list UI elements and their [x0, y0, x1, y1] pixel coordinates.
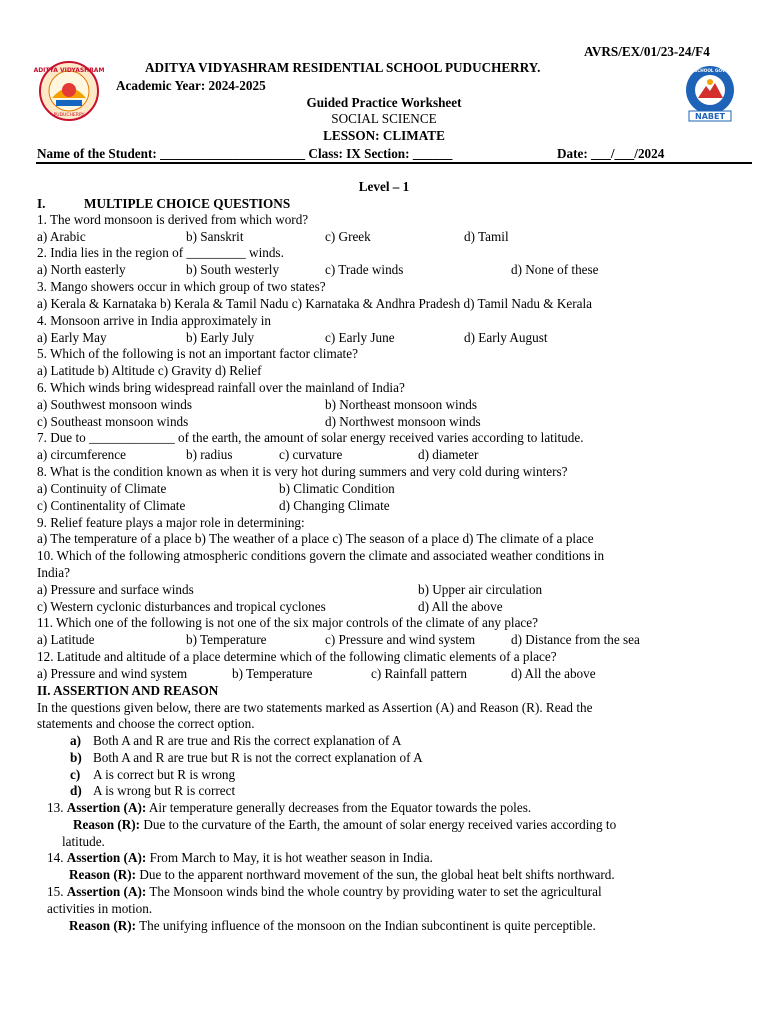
ar-option-d: A is wrong but R is correct — [93, 783, 236, 798]
q1-option-d: d) Tamil — [464, 229, 509, 244]
question-8: 8. What is the condition known as when it is very hot during summers and very cold during winters? — [37, 464, 568, 479]
q15-number: 15. — [47, 884, 67, 899]
q7-option-c: c) curvature — [279, 447, 343, 462]
header-divider — [36, 162, 752, 164]
ar-option-d-label: d) — [70, 783, 82, 798]
q11-option-d: d) Distance from the sea — [511, 632, 640, 647]
q10-option-b: b) Upper air circulation — [418, 582, 543, 597]
q3-options: a) Kerala & Karnataka b) Kerala & Tamil Nadu c) Karnataka & Andhra Pradesh d) Tamil Nadu & Kerala — [37, 296, 592, 311]
question-5: 5. Which of the following is not an important factor climate? — [37, 346, 358, 361]
q12-option-b: b) Temperature — [232, 666, 313, 681]
q14-number: 14. — [47, 850, 67, 865]
q14-assertion — [47, 850, 433, 866]
q13-reason-text: Due to the curvature of the Earth, the amount of solar energy received varies according to — [140, 817, 617, 832]
q2-option-c: c) Trade winds — [325, 262, 404, 277]
question-9: 9. Relief feature plays a major role in determining: — [37, 515, 305, 530]
student-info-line: Name of the Student: ______________________ Class: IX Section: ______ — [37, 146, 453, 161]
ar-option-b-label: b) — [70, 750, 82, 765]
question-3: 3. Mango showers occur in which group of two states? — [37, 279, 326, 294]
q6-option-c: c) Southeast monsoon winds — [37, 414, 189, 429]
level-heading: Level – 1 — [358, 179, 410, 194]
ar-option-a-label: a) — [70, 733, 81, 748]
ar-option-b: Both A and R are true but R is not the correct explanation of A — [93, 750, 423, 765]
q14-reason — [69, 867, 615, 883]
q11-option-a: a) Latitude — [37, 632, 95, 647]
ar-option-c: A is correct but R is wrong — [93, 767, 236, 782]
question-11: 11. Which one of the following is not one of the six major controls of the climate of any place? — [37, 615, 538, 630]
q2-option-a: a) North easterly — [37, 262, 126, 277]
q6-option-a: a) Southwest monsoon winds — [37, 397, 192, 412]
q1-option-a: a) Arabic — [37, 229, 86, 244]
question-10-cont: India? — [37, 565, 70, 580]
q12-option-a: a) Pressure and wind system — [37, 666, 188, 681]
ar-intro-line-2: statements and choose the correct option. — [37, 716, 255, 731]
reason-label: Reason (R): — [73, 817, 141, 832]
ar-intro-line-1: In the questions given below, there are two statements marked as Assertion (A) and Reason (R). Read the — [37, 700, 593, 715]
academic-year: Academic Year: 2024-2025 — [116, 78, 266, 93]
question-2: 2. India lies in the region of _________ winds. — [37, 245, 284, 260]
q8-option-c: c) Continentality of Climate — [37, 498, 186, 513]
ar-option-a: Both A and R are true and Ris the correct explanation of A — [93, 733, 402, 748]
question-1: 1. The word monsoon is derived from which word? — [37, 212, 309, 227]
subject: SOCIAL SCIENCE — [331, 111, 437, 126]
q14-reason-text: Due to the apparent northward movement of the sun, the global heat belt shifts northward. — [136, 867, 615, 882]
q6-option-b: b) Northeast monsoon winds — [325, 397, 478, 412]
question-4: 4. Monsoon arrive in India approximately in — [37, 313, 272, 328]
lesson — [0, 128, 768, 144]
q8-option-b: b) Climatic Condition — [279, 481, 395, 496]
section-roman: I. — [37, 196, 46, 211]
logo-right-bottom: NABET — [695, 112, 725, 121]
reason-label: Reason (R): — [69, 867, 137, 882]
question-10: 10. Which of the following atmospheric conditions govern the climate and associated weather conditions in — [37, 548, 605, 563]
q7-option-b: b) radius — [186, 447, 233, 462]
q2-option-d: d) None of these — [511, 262, 599, 277]
q15-reason — [69, 918, 596, 934]
reason-label: Reason (R): — [69, 918, 137, 933]
q7-option-d: d) diameter — [418, 447, 479, 462]
logo-right-top: QUALITY SCHOOL GOVERNANCE — [672, 68, 748, 73]
q13-reason — [73, 817, 616, 833]
q4-option-d: d) Early August — [464, 330, 548, 345]
assertion-label: Assertion (A): — [66, 884, 147, 899]
q10-option-a: a) Pressure and surface winds — [37, 582, 194, 597]
q13-assertion-text: Air temperature generally decreases from the Equator towards the poles. — [146, 800, 532, 815]
q14-assertion-text: From March to May, it is hot weather season in India. — [146, 850, 433, 865]
question-7: 7. Due to _____________ of the earth, the amount of solar energy received varies according to latitude. — [37, 430, 584, 445]
section-title-mcq: MULTIPLE CHOICE QUESTIONS — [84, 196, 291, 211]
lesson-title: : CLIMATE — [375, 128, 445, 143]
school-name: ADITYA VIDYASHRAM RESIDENTIAL SCHOOL PUDUCHERRY. — [145, 60, 541, 75]
q8-option-a: a) Continuity of Climate — [37, 481, 167, 496]
q9-options: a) The temperature of a place b) The weather of a place c) The season of a place d) The climate of a place — [37, 531, 594, 546]
q10-option-c: c) Western cyclonic disturbances and tropical cyclones — [37, 599, 326, 614]
q4-option-a: a) Early May — [37, 330, 107, 345]
q11-option-c: c) Pressure and wind system — [325, 632, 476, 647]
q13-number: 13. — [47, 800, 67, 815]
q10-option-d: d) All the above — [418, 599, 503, 614]
q13-reason-cont: latitude. — [62, 834, 105, 849]
q6-option-d: d) Northwest monsoon winds — [325, 414, 481, 429]
q1-option-c: c) Greek — [325, 229, 371, 244]
q15-reason-text: The unifying influence of the monsoon on the Indian subcontinent is quite perceptible. — [136, 918, 596, 933]
document-code: AVRS/EX/01/23-24/F4 — [584, 44, 710, 59]
logo-left-sub: PUDUCHERRY — [53, 113, 85, 118]
q12-option-c: c) Rainfall pattern — [371, 666, 467, 681]
section-title-assertion-reason: II. ASSERTION AND REASON — [37, 683, 219, 698]
q11-option-b: b) Temperature — [186, 632, 267, 647]
logo-left-text: ADITYA VIDYASHRAM — [33, 67, 105, 74]
q7-option-a: a) circumference — [37, 447, 126, 462]
q8-option-d: d) Changing Climate — [279, 498, 390, 513]
ar-option-c-label: c) — [70, 767, 81, 782]
q15-assertion-cont: activities in motion. — [47, 901, 153, 916]
worksheet-title: Guided Practice Worksheet — [306, 95, 462, 110]
q5-options: a) Latitude b) Altitude c) Gravity d) Relief — [37, 363, 262, 378]
question-6: 6. Which winds bring widespread rainfall over the mainland of India? — [37, 380, 405, 395]
q15-assertion-text: The Monsoon winds bind the whole country by providing water to set the agricultural — [146, 884, 602, 899]
q12-option-d: d) All the above — [511, 666, 596, 681]
lesson-label: LESSON — [323, 128, 376, 143]
q4-option-c: c) Early June — [325, 330, 395, 345]
q13-assertion — [47, 800, 531, 816]
q4-option-b: b) Early July — [186, 330, 255, 345]
q15-assertion — [47, 884, 602, 900]
date-line: Date: ___/___/2024 — [557, 146, 665, 161]
q1-option-b: b) Sanskrit — [186, 229, 244, 244]
q2-option-b: b) South westerly — [186, 262, 280, 277]
question-12: 12. Latitude and altitude of a place determine which of the following climatic elements of a place? — [37, 649, 557, 664]
assertion-label: Assertion (A): — [66, 800, 147, 815]
assertion-label: Assertion (A): — [66, 850, 147, 865]
